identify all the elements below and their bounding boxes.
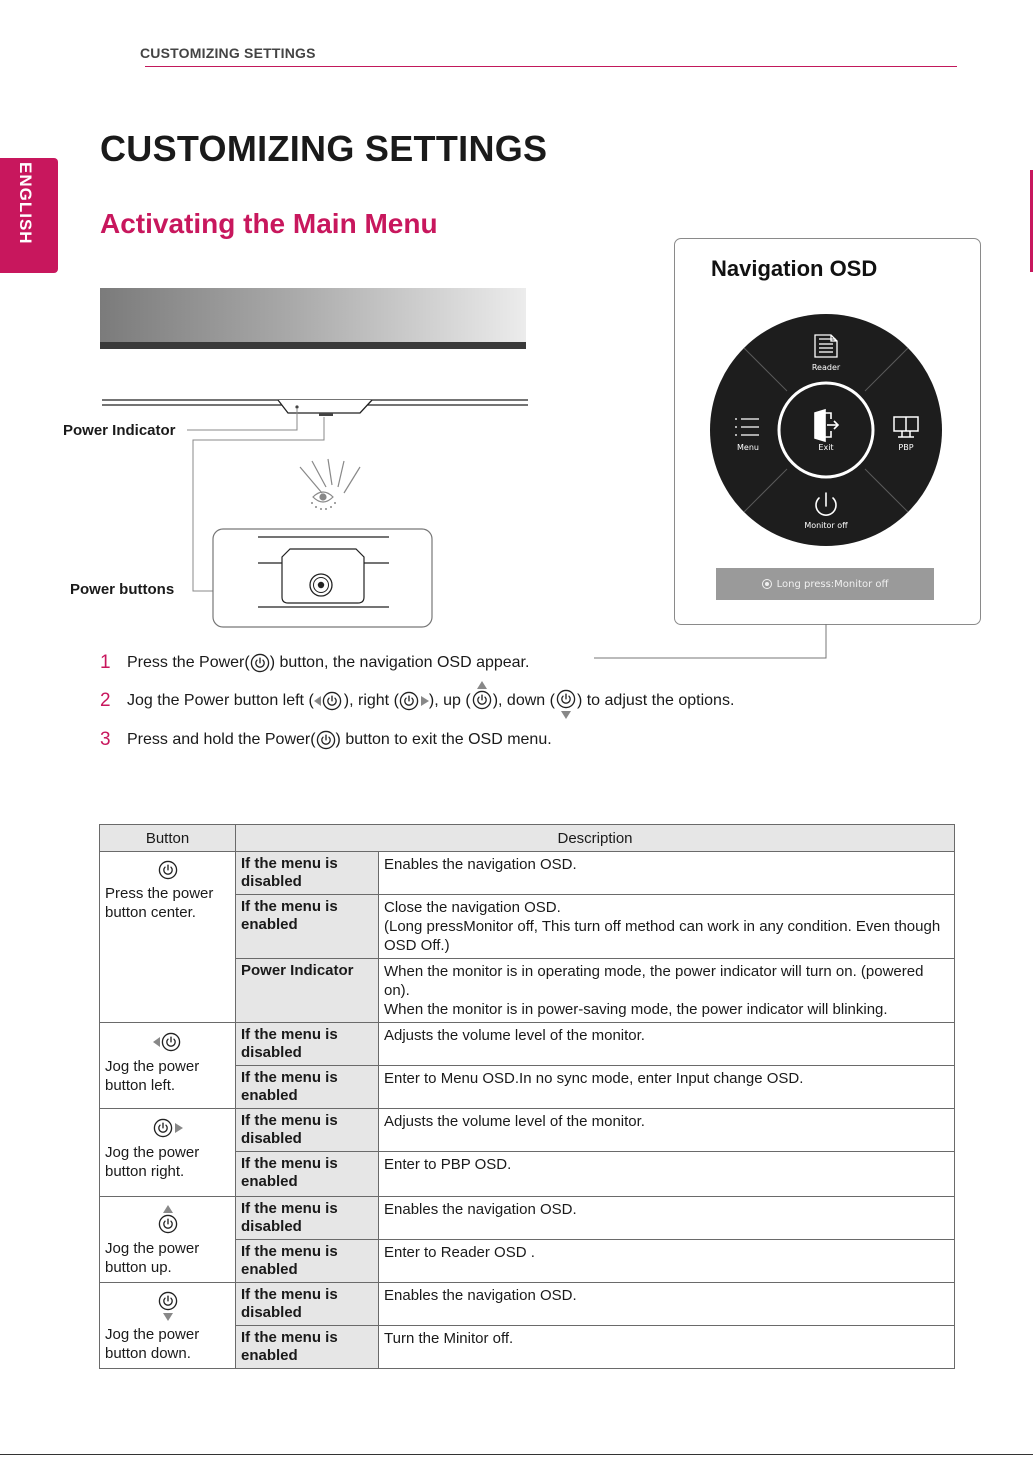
step-text: ), right ( bbox=[343, 692, 399, 709]
jog-down-icon bbox=[157, 1291, 179, 1321]
button-cell-center bbox=[100, 852, 236, 1023]
table-row bbox=[100, 1283, 955, 1326]
button-cell-left bbox=[100, 1023, 236, 1109]
jog-left-icon bbox=[314, 690, 344, 712]
jog-right-icon bbox=[399, 690, 429, 712]
button-cell-right bbox=[100, 1109, 236, 1197]
step-number: 1 bbox=[100, 652, 111, 673]
jog-down-icon bbox=[555, 689, 577, 719]
description-cell: Enables the navigation OSD. bbox=[379, 852, 955, 895]
osd-item-reader[interactable]: Reader bbox=[811, 363, 841, 372]
step-text: Press and hold the Power( bbox=[127, 731, 316, 748]
section-title: Activating the Main Menu bbox=[100, 208, 438, 239]
description-cell: Enables the navigation OSD. bbox=[379, 1197, 955, 1240]
step-number: 3 bbox=[100, 729, 111, 750]
button-description: Jog the power button right. bbox=[105, 1144, 200, 1180]
osd-jog-wheel bbox=[709, 313, 943, 547]
condition-cell: If the menu is enabled bbox=[236, 1240, 379, 1283]
description-cell: Adjusts the volume level of the monitor. bbox=[379, 1109, 955, 1152]
header-rule bbox=[145, 66, 957, 67]
osd-item-exit[interactable]: Exit bbox=[818, 443, 834, 452]
step-number: 2 bbox=[100, 690, 111, 711]
description-cell: When the monitor is in operating mode, the power indicator will turn on. (powered on). When the monitor is in power-saving mode, the power indicator will blinking. bbox=[379, 959, 955, 1023]
button-description: Jog the power button down. bbox=[105, 1326, 200, 1362]
step-text: Press the Power( bbox=[127, 654, 250, 671]
condition-cell: If the menu is disabled bbox=[236, 1283, 379, 1326]
jog-right-icon bbox=[153, 1117, 183, 1139]
button-cell-up bbox=[100, 1197, 236, 1283]
table-row bbox=[100, 1023, 955, 1066]
footer-rule bbox=[0, 1454, 1033, 1455]
condition-cell: If the menu is enabled bbox=[236, 1066, 379, 1109]
monitor-screen-illustration bbox=[100, 288, 526, 342]
table-row bbox=[100, 1109, 955, 1152]
description-cell: Enter to Reader OSD . bbox=[379, 1240, 955, 1283]
power-icon bbox=[316, 730, 336, 750]
button-description: Jog the power button left. bbox=[105, 1058, 200, 1094]
osd-item-menu[interactable]: Menu bbox=[737, 443, 759, 452]
jog-left-icon bbox=[153, 1031, 183, 1053]
osd-item-pbp[interactable]: PBP bbox=[898, 443, 914, 452]
eye-icon bbox=[300, 459, 360, 502]
monitor-bezel-illustration bbox=[100, 342, 526, 349]
description-cell: Turn the Minitor off. bbox=[379, 1326, 955, 1369]
osd-long-press-text: Long press:Monitor off bbox=[776, 578, 889, 590]
osd-long-press-bar bbox=[716, 568, 934, 600]
osd-connector-line bbox=[590, 622, 840, 662]
table-row bbox=[100, 1197, 955, 1240]
button-description: Press the power button center. bbox=[105, 885, 214, 921]
power-indicator-label: Power Indicator bbox=[63, 422, 176, 439]
page-title: CUSTOMIZING SETTINGS bbox=[100, 128, 548, 169]
button-description-table bbox=[99, 824, 955, 1369]
radio-dot-icon bbox=[762, 579, 772, 589]
description-cell: Adjusts the volume level of the monitor. bbox=[379, 1023, 955, 1066]
step-2 bbox=[100, 686, 734, 716]
step-text: ) button to exit the OSD menu. bbox=[335, 731, 552, 748]
step-text: ), down ( bbox=[492, 692, 555, 709]
language-tab bbox=[0, 158, 58, 273]
osd-title: Navigation OSD bbox=[711, 256, 878, 281]
step-1 bbox=[100, 652, 529, 674]
condition-cell: If the menu is enabled bbox=[236, 1152, 379, 1197]
condition-cell: If the menu is enabled bbox=[236, 895, 379, 959]
table-row bbox=[100, 852, 955, 895]
table-header-row bbox=[100, 825, 955, 852]
step-text: ), up ( bbox=[428, 692, 471, 709]
description-cell: Enables the navigation OSD. bbox=[379, 1283, 955, 1326]
description-cell: Close the navigation OSD. (Long pressMonitor off, This turn off method can work in any condition. Even though OSD Off.) bbox=[379, 895, 955, 959]
step-text: Jog the Power button left ( bbox=[127, 692, 314, 709]
power-icon bbox=[158, 860, 178, 880]
description-cell: Enter to Menu OSD.In no sync mode, enter Input change OSD. bbox=[379, 1066, 955, 1109]
column-header-description: Description bbox=[236, 825, 955, 852]
power-icon bbox=[250, 653, 270, 673]
power-buttons-label: Power buttons bbox=[70, 581, 175, 598]
condition-cell: If the menu is disabled bbox=[236, 852, 379, 895]
button-description: Jog the power button up. bbox=[105, 1240, 200, 1276]
osd-item-monitor-off[interactable]: Monitor off bbox=[804, 521, 848, 530]
condition-cell: If the menu is disabled bbox=[236, 1109, 379, 1152]
language-tab-label: ENGLISH bbox=[16, 162, 35, 245]
jog-up-icon bbox=[471, 681, 493, 711]
step-text: ) button, the navigation OSD appear. bbox=[269, 654, 530, 671]
step-text: ) to adjust the options. bbox=[576, 692, 735, 709]
description-cell: Enter to PBP OSD. bbox=[379, 1152, 955, 1197]
running-head: CUSTOMIZING SETTINGS bbox=[140, 45, 316, 61]
column-header-button: Button bbox=[100, 825, 236, 852]
condition-cell: If the menu is disabled bbox=[236, 1197, 379, 1240]
condition-cell: If the menu is disabled bbox=[236, 1023, 379, 1066]
condition-cell: If the menu is enabled bbox=[236, 1326, 379, 1369]
jog-up-icon bbox=[157, 1205, 179, 1235]
condition-cell: Power Indicator bbox=[236, 959, 379, 1023]
step-3 bbox=[100, 729, 552, 751]
button-cell-down bbox=[100, 1283, 236, 1369]
